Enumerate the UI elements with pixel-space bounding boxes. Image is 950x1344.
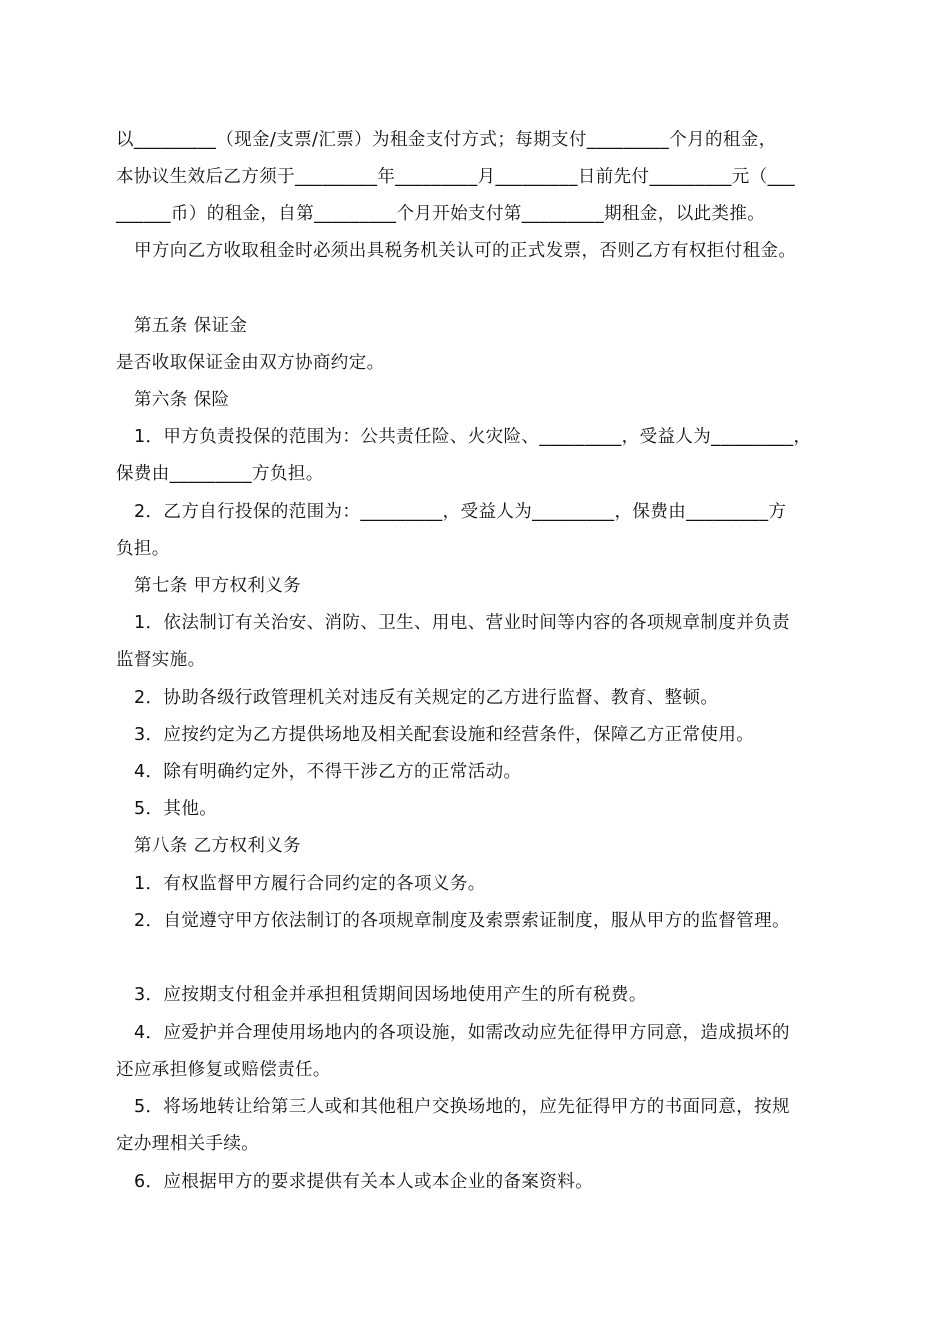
section-heading: 第五条 保证金	[134, 316, 248, 336]
text-line: 保费由_________方负担。	[116, 464, 324, 484]
text-line: 是否收取保证金由双方协商约定。	[116, 353, 385, 373]
section-heading: 第七条 甲方权利义务	[134, 576, 302, 596]
text-line: 6．应根据甲方的要求提供有关本人或本企业的备案资料。	[134, 1172, 594, 1192]
text-line: 1．甲方负责投保的范围为：公共责任险、火灾险、_________，受益人为_________，	[134, 427, 812, 447]
text-line: ______币）的租金，自第_________个月开始支付第_________期租金，以此类推。	[116, 204, 766, 224]
text-line: 还应承担修复或赔偿责任。	[116, 1060, 331, 1080]
text-line: 1．有权监督甲方履行合同约定的各项义务。	[134, 874, 486, 894]
text-line: 5．其他。	[134, 799, 218, 819]
text-line: 2．乙方自行投保的范围为：_________，受益人为_________，保费由_________方	[134, 502, 787, 522]
text-line: 本协议生效后乙方须于_________年_________月_________日前先付_________元（___	[116, 167, 796, 187]
text-line: 定办理相关手续。	[116, 1134, 260, 1154]
section-heading: 第六条 保险	[134, 390, 230, 410]
text-line: 1．依法制订有关治安、消防、卫生、用电、营业时间等内容的各项规章制度并负责	[134, 613, 790, 633]
text-line: 2．自觉遵守甲方依法制订的各项规章制度及索票索证制度，服从甲方的监督管理。	[134, 911, 790, 931]
text-line: 3．应按期支付租金并承担租赁期间因场地使用产生的所有税费。	[134, 985, 647, 1005]
section-heading: 第八条 乙方权利义务	[134, 836, 302, 856]
text-line: 4．除有明确约定外，不得干涉乙方的正常活动。	[134, 762, 522, 782]
text-line: 4．应爱护并合理使用场地内的各项设施，如需改动应先征得甲方同意，造成损坏的	[134, 1023, 790, 1043]
text-line: 以_________（现金/支票/汇票）为租金支付方式；每期支付_________个月的租金，	[116, 130, 777, 150]
text-line: 3．应按约定为乙方提供场地及相关配套设施和经营条件，保障乙方正常使用。	[134, 725, 755, 745]
text-line: 5．将场地转让给第三人或和其他租户交换场地的，应先征得甲方的书面同意，按规	[134, 1097, 790, 1117]
text-line: 监督实施。	[116, 650, 206, 670]
text-line: 负担。	[116, 539, 170, 559]
text-line: 甲方向乙方收取租金时必须出具税务机关认可的正式发票，否则乙方有权拒付租金。	[134, 241, 797, 261]
text-line: 2．协助各级行政管理机关对违反有关规定的乙方进行监督、教育、整顿。	[134, 688, 719, 708]
